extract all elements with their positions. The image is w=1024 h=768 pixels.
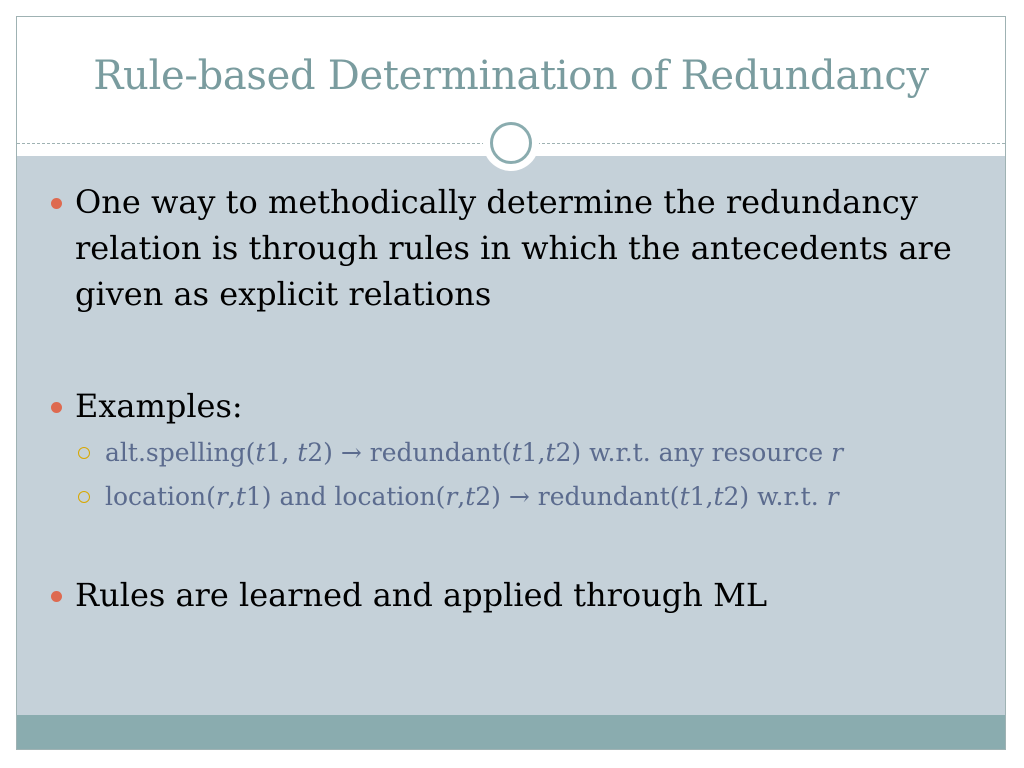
example-text: , [227, 482, 236, 511]
bullet-text: One way to methodically determine the redundancy relation is through rules in which the antecedents are given as explicit relations [75, 183, 952, 313]
example-text: 2) w.r.t. any resource [555, 438, 832, 467]
slide-title: Rule-based Determination of Redundancy [93, 53, 929, 99]
example-text: redundant( [529, 482, 680, 511]
example-text: alt.spelling( [105, 438, 256, 467]
sub-bullet-ring-icon [78, 447, 90, 459]
example-item [105, 435, 843, 471]
example-var: t [465, 482, 476, 511]
example-var: t [297, 438, 308, 467]
example-var: r [445, 482, 458, 511]
bullet-item [75, 179, 995, 317]
bullet-text: Examples: [75, 387, 243, 425]
example-var: t [235, 482, 246, 511]
example-var: r [215, 482, 228, 511]
example-var: t [255, 438, 266, 467]
example-var: r [831, 438, 844, 467]
circle-ring-inner [490, 122, 532, 164]
bullet-dot-icon [51, 591, 62, 602]
example-var: r [826, 482, 839, 511]
bullet-text: Rules are learned and applied through ML [75, 576, 768, 614]
example-var: t [713, 482, 724, 511]
example-text: 2) [475, 482, 509, 511]
footer-bar [17, 715, 1005, 749]
example-text: 1, [265, 438, 298, 467]
example-var: t [679, 482, 690, 511]
example-text: , [457, 482, 466, 511]
example-text: 1, [521, 438, 546, 467]
example-var: t [511, 438, 522, 467]
bullet-dot-icon [51, 198, 62, 209]
circle-ring-icon [483, 115, 539, 171]
bullet-item [75, 383, 243, 429]
example-text: 1) and location( [245, 482, 446, 511]
example-item [105, 479, 839, 515]
bullet-item [75, 572, 767, 618]
sub-bullet-ring-icon [78, 491, 90, 503]
example-text: 2) w.r.t. [723, 482, 827, 511]
arrow-icon: → [508, 482, 530, 511]
example-text: 1, [689, 482, 714, 511]
example-text: redundant( [361, 438, 512, 467]
example-var: t [545, 438, 556, 467]
bullet-dot-icon [51, 402, 62, 413]
slide [16, 16, 1006, 750]
example-text: 2) [307, 438, 341, 467]
example-text: location( [105, 482, 216, 511]
arrow-icon: → [340, 438, 362, 467]
